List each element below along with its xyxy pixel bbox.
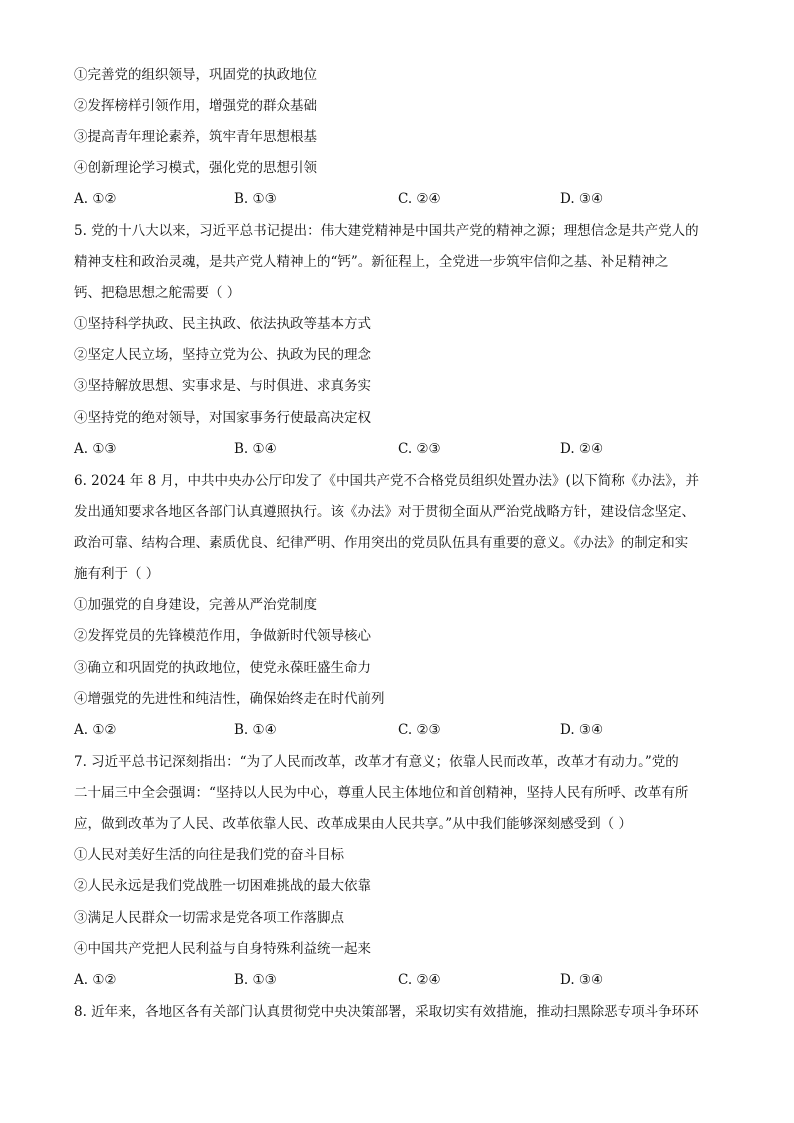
q4-options [74,189,734,209]
q7-option-d: D. ③④ [560,972,604,988]
q5-statement-1: ①坚持科学执政、民主执政、依法执政等基本方式 [74,316,371,332]
q4-statement-1: ①完善党的组织领导，巩固党的执政地位 [74,67,317,83]
q5-statement-3: ③坚持解放思想、实事求是、与时俱进、求真务实 [74,378,371,394]
q4-statement-3: ③提高青年理论素养，筑牢青年思想根基 [74,129,317,145]
q7-option-b: B. ①③ [234,972,277,988]
q7-stem-line-2: 二十届三中全会强调：“坚持以人民为中心，尊重人民主体地位和首创精神，坚持人民有所呼、改革有所 [74,785,689,801]
q6-option-b: B. ①④ [234,722,277,738]
q6-statement-2: ②发挥党员的先锋模范作用，争做新时代领导核心 [74,628,371,644]
q4-option-c: C. ②④ [398,191,441,207]
q6-stem-line-3: 政治可靠、结构合理、素质优良、纪律严明、作用突出的党员队伍具有重要的意义。《办法》的制定和实 [74,535,689,551]
q7-options [74,970,734,990]
q8-stem-line-1: 8. 近年来，各地区各有关部门认真贯彻党中央决策部署，采取切实有效措施，推动扫黑除恶专项斗争环环 [74,1004,699,1020]
q7-stem-line-3: 应，做到改革为了人民、改革依靠人民、改革成果由人民共享。”从中我们能够深刻感受到（ ） [74,816,632,832]
q5-stem-line-1: 5. 党的十八大以来，习近平总书记提出：伟大建党精神是中国共产党的精神之源；理想信念是共产党人的 [74,223,699,239]
q4-option-a: A. ①② [74,191,117,207]
q5-option-c: C. ②③ [398,441,441,457]
q4-option-d: D. ③④ [560,191,604,207]
q5-option-d: D. ②④ [560,441,604,457]
q6-options [74,720,734,740]
q4-statement-4: ④创新理论学习模式，强化党的思想引领 [74,160,317,176]
q6-option-d: D. ③④ [560,722,604,738]
q5-option-b: B. ①④ [234,441,277,457]
q7-option-a: A. ①② [74,972,117,988]
q6-statement-3: ③确立和巩固党的执政地位，使党永葆旺盛生命力 [74,660,371,676]
q6-option-c: C. ②③ [398,722,441,738]
q6-stem-line-1: 6. 2024 年 8 月，中共中央办公厅印发了《中国共产党不合格党员组织处置办法》(以下简称《办法》，并 [74,473,700,489]
q6-statement-1: ①加强党的自身建设，完善从严治党制度 [74,597,317,613]
q6-stem-line-2: 发出通知要求各地区各部门认真遵照执行。该《办法》对于贯彻全面从严治党战略方针，建设信念坚定、 [74,504,695,520]
q7-statement-3: ③满足人民群众一切需求是党各项工作落脚点 [74,910,344,926]
q4-option-b: B. ①③ [234,191,277,207]
q7-stem-line-1: 7. 习近平总书记深刻指出：“为了人民而改革，改革才有意义；依靠人民而改革，改革才有动力。”党的 [74,754,679,770]
q5-option-a: A. ①③ [74,441,117,457]
q7-statement-1: ①人民对美好生活的向往是我们党的奋斗目标 [74,847,344,863]
q6-option-a: A. ①② [74,722,117,738]
q7-statement-2: ②人民永远是我们党战胜一切困难挑战的最大依靠 [74,878,371,894]
q6-stem-line-4: 施有利于（ ） [74,566,160,582]
q6-statement-4: ④增强党的先进性和纯洁性，确保始终走在时代前列 [74,691,385,707]
q7-statement-4: ④中国共产党把人民利益与自身特殊利益统一起来 [74,941,371,957]
q5-options [74,439,734,459]
q5-statement-4: ④坚持党的绝对领导，对国家事务行使最高决定权 [74,410,371,426]
q7-option-c: C. ②④ [398,972,441,988]
q4-statement-2: ②发挥榜样引领作用，增强党的群众基础 [74,98,317,114]
q5-statement-2: ②坚定人民立场，坚持立党为公、执政为民的理念 [74,347,371,363]
q5-stem-line-3: 钙、把稳思想之舵需要（ ） [74,285,241,301]
q5-stem-line-2: 精神支柱和政治灵魂，是共产党人精神上的“钙”。新征程上，全党进一步筑牢信仰之基、补足精神之 [74,254,669,270]
